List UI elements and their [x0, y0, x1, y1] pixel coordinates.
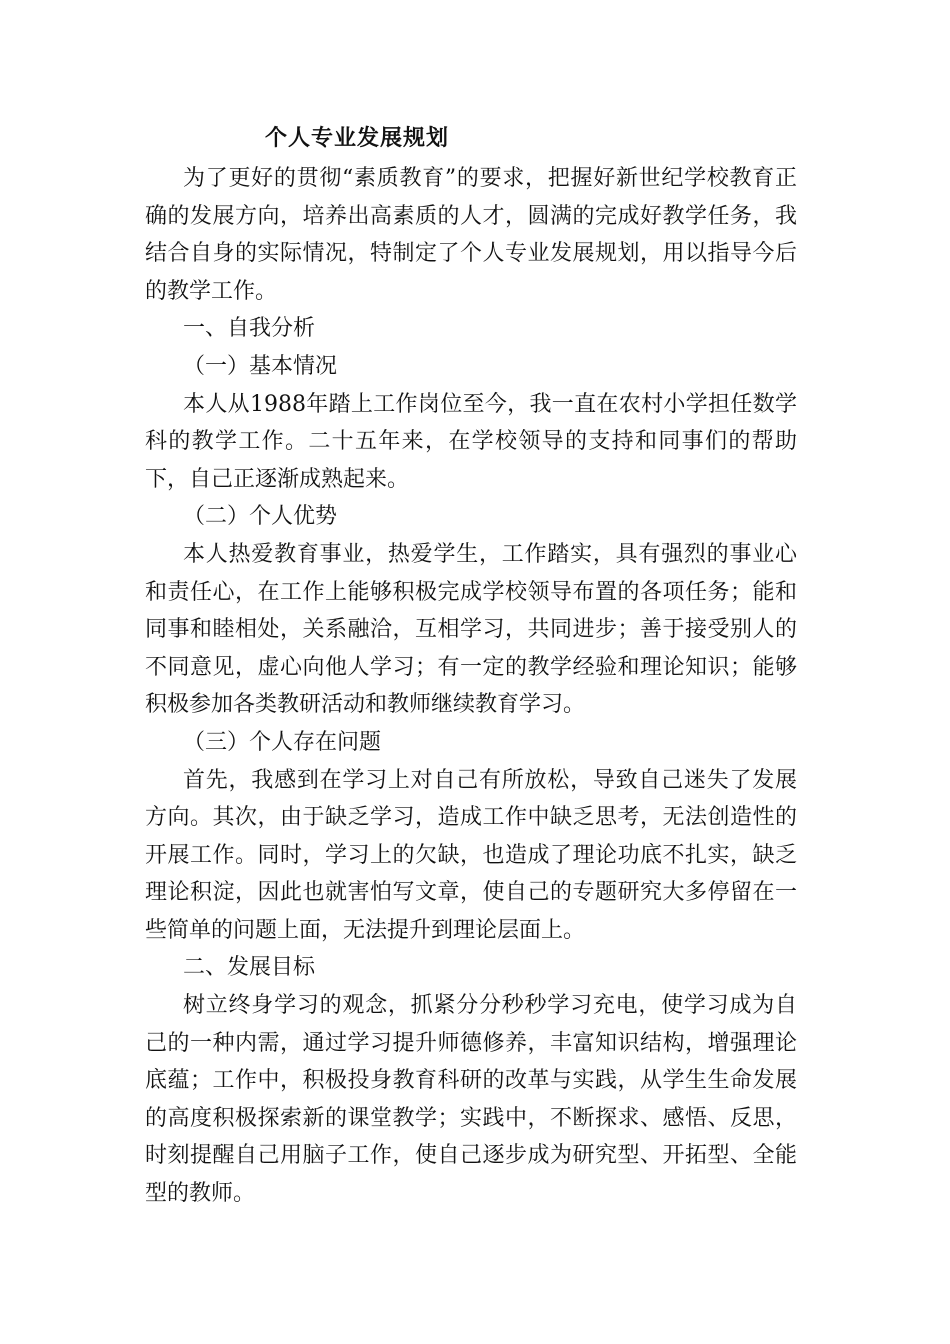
section-heading-development-goals: 二、发展目标: [183, 955, 316, 981]
paragraph-personal-problems: 首先，我感到在学习上对自己有所放松，导致自己迷失了发展方向。其次，由于缺乏学习，造成工作中缺乏思考，无法创造性的开展工作。同时，学习上的欠缺，也造成了理论功底不扎实，缺乏理论积淀，因此也就害怕写文章，使自己的专题研究大多停留在一些简单的问题上面，无法提升到理论层面上。: [145, 767, 797, 943]
subheading-personal-strengths: （二）个人优势: [183, 504, 338, 530]
document-title: 个人专业发展规划: [265, 125, 450, 151]
section-heading-self-analysis: 一、自我分析: [183, 316, 316, 342]
document-body: [145, 160, 797, 1213]
paragraph-personal-strengths: 本人热爱教育事业，热爱学生，工作踏实，具有强烈的事业心和责任心，在工作上能够积极完成学校领导布置的各项任务；能和同事和睦相处，关系融洽，互相学习，共同进步；善于接受别人的不同意见，虚心向他人学习；有一定的教学经验和理论知识；能够积极参加各类教研活动和教师继续教育学习。: [145, 541, 797, 718]
intro-paragraph: 为了更好的贯彻“素质教育”的要求，把握好新世纪学校教育正确的发展方向，培养出高素质的人才，圆满的完成好教学任务，我结合自身的实际情况，特制定了个人专业发展规划，用以指导今后的教学工作。: [145, 166, 797, 304]
subheading-personal-problems: （三）个人存在问题: [183, 729, 382, 755]
subheading-basic-situation: （一）基本情况: [183, 353, 338, 379]
paragraph-basic-situation: 本人从1988年踏上工作岗位至今，我一直在农村小学担任数学科的教学工作。二十五年来，在学校领导的支持和同事们的帮助下，自己正逐渐成熟起来。: [145, 391, 797, 492]
paragraph-development-goals: 树立终身学习的观念，抓紧分分秒秒学习充电，使学习成为自己的一种内需，通过学习提升师德修养，丰富知识结构，增强理论底蕴；工作中，积极投身教育科研的改革与实践，从学生生命发展的高度积极探索新的课堂教学；实践中，不断探求、感悟、反思，时刻提醒自己用脑子工作，使自己逐步成为研究型、开拓型、全能型的教师。: [145, 993, 797, 1207]
